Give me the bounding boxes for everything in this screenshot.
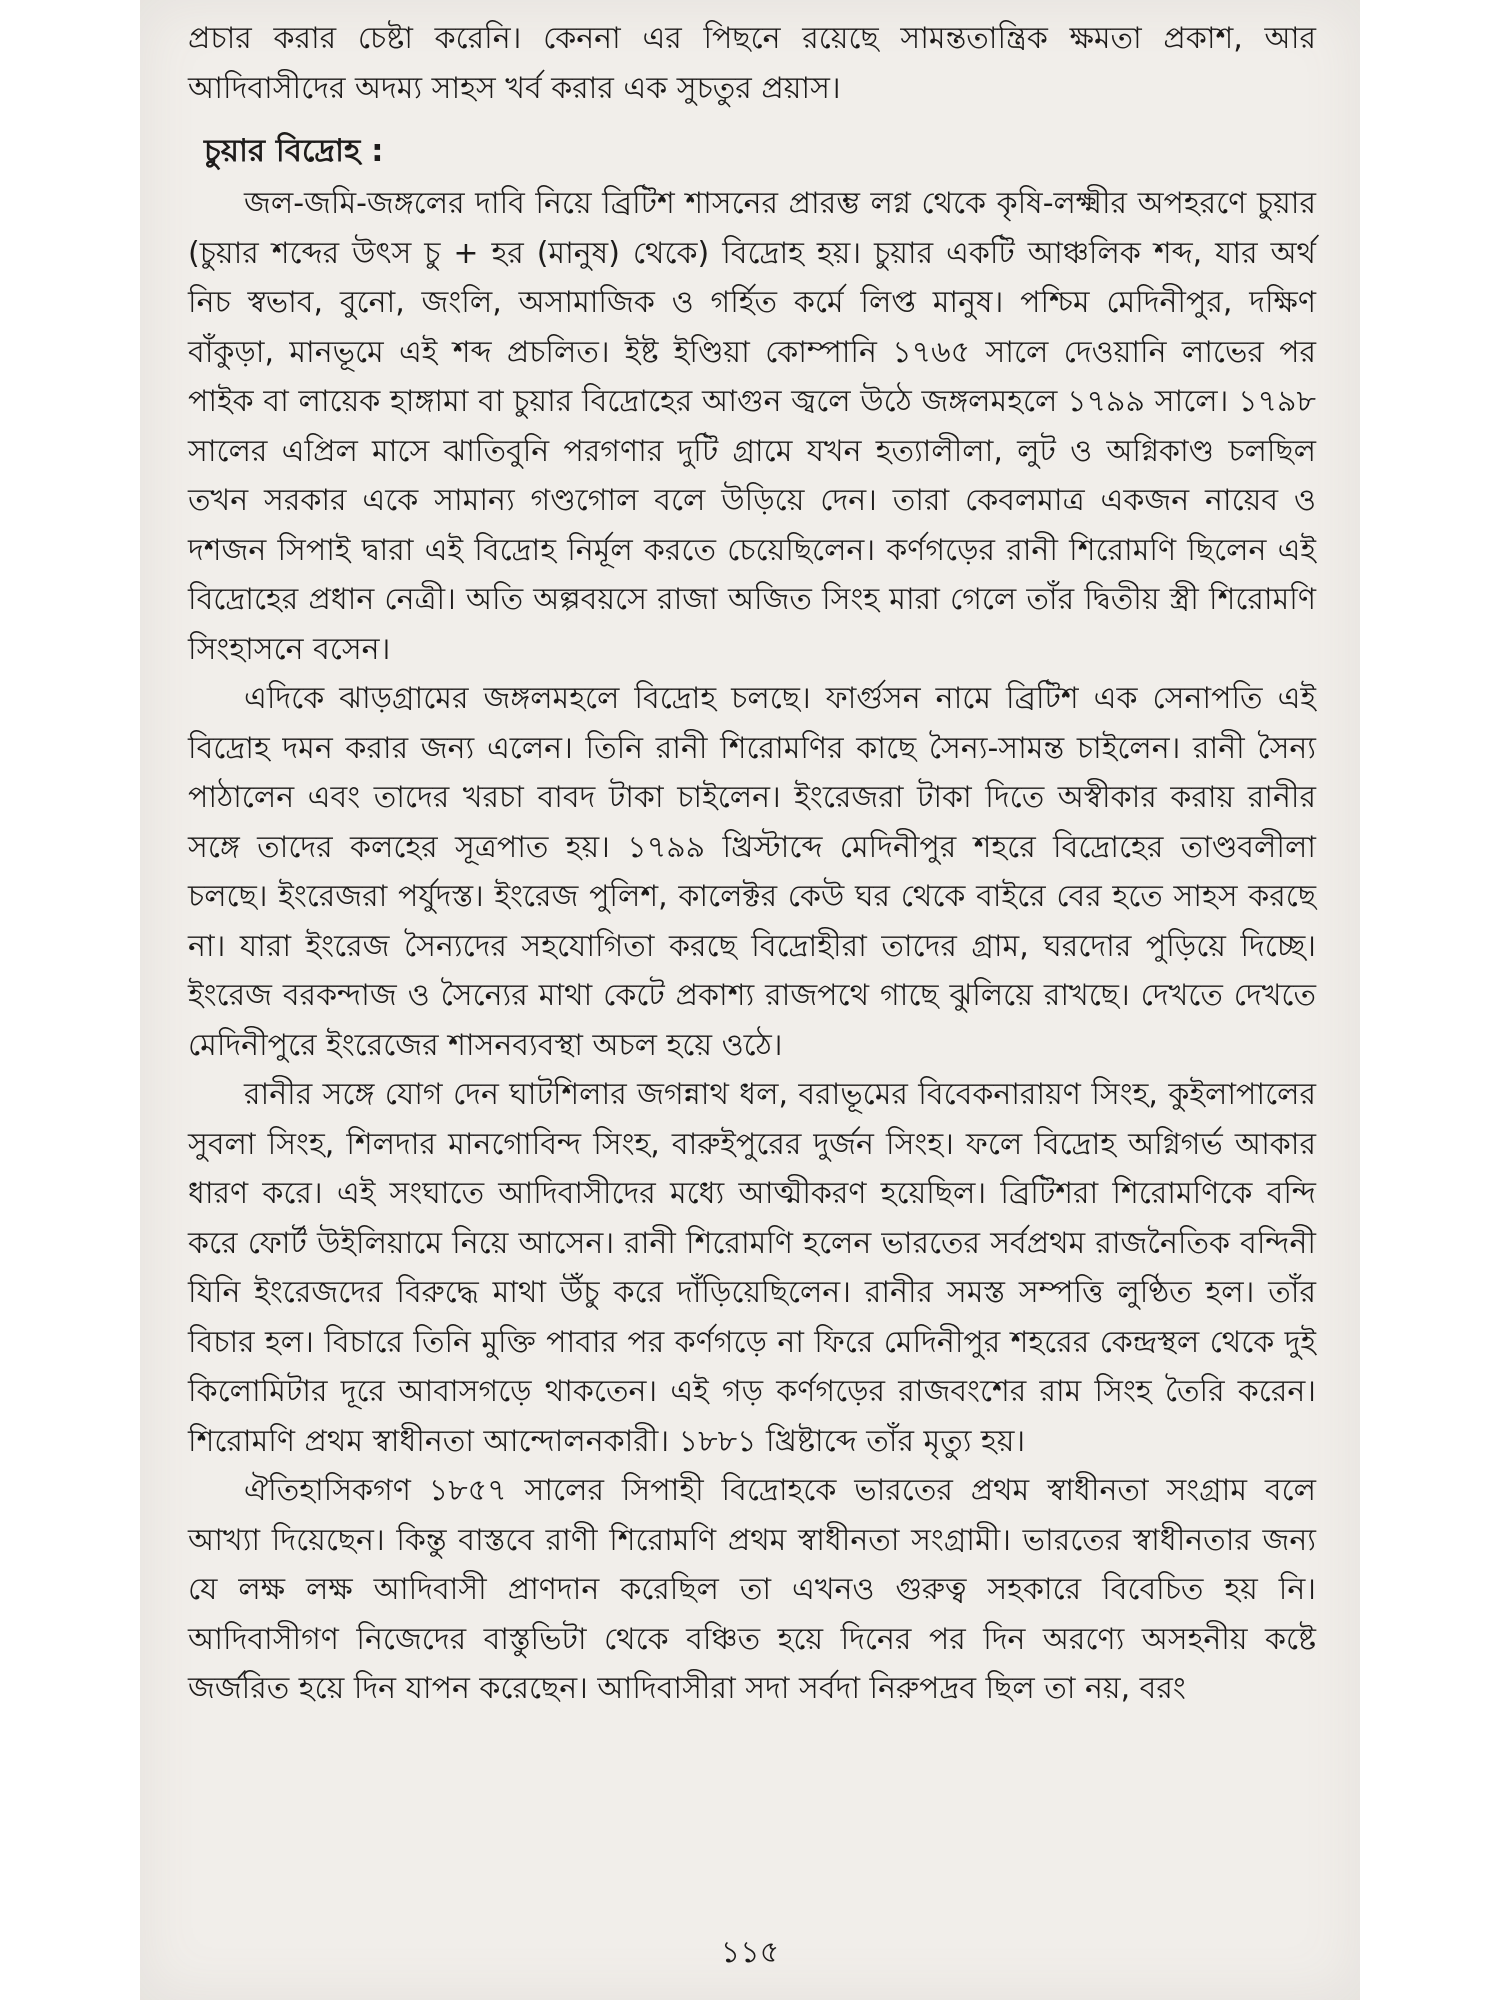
- body-paragraph: ঐতিহাসিকগণ ১৮৫৭ সালের সিপাহী বিদ্রোহকে ভারতের প্রথম স্বাধীনতা সংগ্রাম বলে আখ্যা দিয়েছেন। কিন্তু বাস্তবে রাণী শিরোমণি প্রথম স্বাধীনতা সংগ্রামী। ভারতের স্বাধীনতার জন্য যে লক্ষ লক্ষ আদিবাসী প্রাণদান করেছিল তা এখনও গুরুত্ব সহকারে বিবেচিত হয় নি। আদিবাসীগণ নিজেদের বাস্তুভিটা থেকে বঞ্চিত হয়ে দিনের পর দিন অরণ্যে অসহনীয় কষ্টে জর্জরিত হয়ে দিন যাপন করেছেন। আদিবাসীরা সদা সর্বদা নিরুপদ্রব ছিল তা নয়, বরং: [188, 1473, 1316, 1706]
- body-paragraph: এদিকে ঝাড়গ্রামের জঙ্গলমহলে বিদ্রোহ চলছে। ফার্গুসন নামে ব্রিটিশ এক সেনাপতি এই বিদ্রোহ দমন করার জন্য এলেন। তিনি রানী শিরোমণির কাছে সৈন্য-সামন্ত চাইলেন। রানী সৈন্য পাঠালেন এবং তাদের খরচা বাবদ টাকা চাইলেন। ইংরেজরা টাকা দিতে অস্বীকার করায় রানীর সঙ্গে তাদের কলহের সূত্রপাত হয়। ১৭৯৯ খ্রিস্টাব্দে মেদিনীপুর শহরে বিদ্রোহের তাণ্ডবলীলা চলছে। ইংরেজরা পর্যুদস্ত। ইংরেজ পুলিশ, কালেক্টর কেউ ঘর থেকে বাইরে বের হতে সাহস করছে না। যারা ইংরেজ সৈন্যদের সহযোগিতা করছে বিদ্রোহীরা তাদের গ্রাম, ঘরদোর পুড়িয়ে দিচ্ছে। ইংরেজ বরকন্দাজ ও সৈন্যের মাথা কেটে প্রকাশ্য রাজপথে গাছে ঝুলিয়ে রাখছে। দেখতে দেখতে মেদিনীপুরে ইংরেজের শাসনব্যবস্থা অচল হয়ে ওঠে।: [188, 681, 1316, 1063]
- body-paragraph: জল-জমি-জঙ্গলের দাবি নিয়ে ব্রিটিশ শাসনের প্রারম্ভ লগ্ন থেকে কৃষি-লক্ষ্মীর অপহরণে চুয়ার (চুয়ার শব্দের উৎস চু + হর (মানুষ) থেকে) বিদ্রোহ হয়। চুয়ার একটি আঞ্চলিক শব্দ, যার অর্থ নিচ স্বভাব, বুনো, জংলি, অসামাজিক ও গর্হিত কর্মে লিপ্ত মানুষ। পশ্চিম মেদিনীপুর, দক্ষিণ বাঁকুড়া, মানভূমে এই শব্দ প্রচলিত। ইষ্ট ইণ্ডিয়া কোম্পানি ১৭৬৫ সালে দেওয়ানি লাভের পর পাইক বা লায়েক হাঙ্গামা বা চুয়ার বিদ্রোহের আগুন জ্বলে উঠে জঙ্গলমহলে ১৭৯৯ সালে। ১৭৯৮ সালের এপ্রিল মাসে ঝাতিবুনি পরগণার দুটি গ্রামে যখন হত্যালীলা, লুট ও অগ্নিকাণ্ড চলছিল তখন সরকার একে সামান্য গণ্ডগোল বলে উড়িয়ে দেন। তারা কেবলমাত্র একজন নায়েব ও দশজন সিপাই দ্বারা এই বিদ্রোহ নির্মূল করতে চেয়েছিলেন। কর্ণগড়ের রানী শিরোমণি ছিলেন এই বিদ্রোহের প্রধান নেত্রী। অতি অল্পবয়সে রাজা অজিত সিংহ মারা গেলে তাঁর দ্বিতীয় স্ত্রী শিরোমণি সিংহাসনে বসেন।: [188, 186, 1316, 667]
- body-paragraph: রানীর সঙ্গে যোগ দেন ঘাটশিলার জগন্নাথ ধল, বরাভূমের বিবেকনারায়ণ সিংহ, কুইলাপালের সুবলা সিংহ, শিলদার মানগোবিন্দ সিংহ, বারুইপুরের দুর্জন সিংহ। ফলে বিদ্রোহ অগ্নিগর্ভ আকার ধারণ করে। এই সংঘাতে আদিবাসীদের মধ্যে আত্মীকরণ হয়েছিল। ব্রিটিশরা শিরোমণিকে বন্দি করে ফোর্ট উইলিয়ামে নিয়ে আসেন। রানী শিরোমণি হলেন ভারতের সর্বপ্রথম রাজনৈতিক বন্দিনী যিনি ইংরেজদের বিরুদ্ধে মাথা উঁচু করে দাঁড়িয়েছিলেন। রানীর সমস্ত সম্পত্তি লুণ্ঠিত হল। তাঁর বিচার হল। বিচারে তিনি মুক্তি পাবার পর কর্ণগড়ে না ফিরে মেদিনীপুর শহরের কেন্দ্রস্থল থেকে দুই কিলোমিটার দূরে আবাসগড়ে থাকতেন। এই গড় কর্ণগড়ের রাজবংশের রাম সিংহ তৈরি করেন। শিরোমণি প্রথম স্বাধীনতা আন্দোলনকারী। ১৮৮১ খ্রিষ্টাব্দে তাঁর মৃত্যু হয়।: [188, 1077, 1316, 1459]
- opening-paragraph: প্রচার করার চেষ্টা করেনি। কেননা এর পিছনে রয়েছে সামন্ততান্ত্রিক ক্ষমতা প্রকাশ, আর আদিবাসীদের অদম্য সাহস খর্ব করার এক সুচতুর প্রয়াস।: [188, 21, 1316, 106]
- page-text: [188, 14, 1316, 1714]
- book-page: [140, 0, 1360, 2000]
- page-number: ১১৫: [720, 1935, 780, 1970]
- section-heading: চুয়ার বিদ্রোহ :: [204, 133, 384, 169]
